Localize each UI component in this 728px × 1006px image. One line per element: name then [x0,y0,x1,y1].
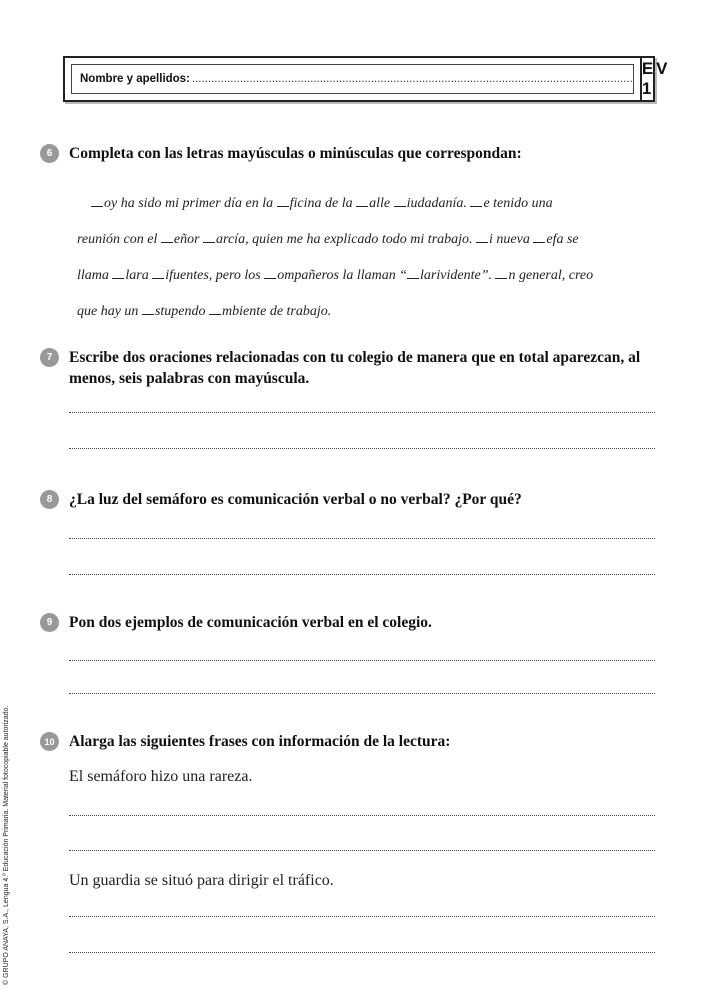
fill-in-text [77,186,657,330]
name-label: Nombre y apellidos: [80,73,190,85]
letter-blank[interactable] [152,266,164,279]
answer-line[interactable] [69,952,655,953]
letter-blank[interactable] [470,194,482,207]
letter-blank[interactable] [112,266,124,279]
text-fragment: larividente”. [420,268,496,283]
fill-line-1 [77,186,657,222]
question-number-badge: 6 [40,144,59,163]
letter-blank[interactable] [476,230,488,243]
question-8 [40,489,660,510]
letter-blank[interactable] [356,194,368,207]
text-fragment: ompañeros la llaman “ [277,268,408,283]
letter-blank[interactable] [264,266,276,279]
question-title: Escribe dos oraciones relacionadas con tu colegio de manera que en total aparezcan, al menos, seis palabras con mayúscula. [69,349,641,387]
text-fragment: llama [77,268,113,283]
question-7 [40,347,660,389]
question-10 [40,731,660,752]
letter-blank[interactable] [91,194,103,207]
student-name-header [63,56,671,102]
text-fragment: mbiente de trabajo. [222,304,332,319]
letter-blank[interactable] [203,230,215,243]
question-number-badge: 10 [40,732,59,751]
answer-line[interactable] [69,412,655,413]
letter-blank[interactable] [407,266,419,279]
letter-blank[interactable] [161,230,173,243]
text-fragment: eñor [173,232,204,247]
text-fragment: i nueva [489,232,534,247]
question-title: Completa con las letras mayúsculas o minúsculas que correspondan: [69,145,522,162]
answer-line[interactable] [69,574,655,575]
letter-blank[interactable] [533,230,545,243]
answer-line[interactable] [69,448,655,449]
question-6 [40,143,660,164]
evaluation-code: EV 1 [641,59,671,98]
letter-blank[interactable] [277,194,289,207]
text-fragment: reunión con el [77,232,161,247]
fill-line-2 [77,222,657,258]
answer-line[interactable] [69,916,655,917]
answer-line[interactable] [69,693,655,694]
name-dots: .......................................................................................................................................... [191,73,633,85]
question-number-badge: 9 [40,613,59,632]
question-9 [40,612,660,633]
text-fragment: stupendo [154,304,209,319]
text-fragment: oy ha sido mi primer día en la [104,196,277,211]
letter-blank[interactable] [142,302,154,315]
letter-blank[interactable] [394,194,406,207]
letter-blank[interactable] [209,302,221,315]
name-field[interactable] [71,64,634,94]
question-title: ¿La luz del semáforo es comunicación verbal o no verbal? ¿Por qué? [69,491,522,508]
question-title: Pon dos ejemplos de comunicación verbal en el colegio. [69,614,432,631]
answer-line[interactable] [69,538,655,539]
answer-line[interactable] [69,815,655,816]
text-fragment: e tenido una [483,196,553,211]
question-number-badge: 8 [40,490,59,509]
text-fragment: ifuentes, pero los [165,268,265,283]
text-fragment: ficina de la [289,196,357,211]
question-number-badge: 7 [40,348,59,367]
text-fragment: arcía, quien me ha explicado todo mi trabajo. [216,232,477,247]
sentence-to-extend: El semáforo hizo una rareza. [69,768,253,785]
text-fragment: n general, creo [508,268,594,283]
fill-line-4 [77,294,657,330]
text-fragment: alle [369,196,394,211]
sentence-to-extend: Un guardia se situó para dirigir el tráfico. [69,872,334,889]
text-fragment: iudadanía. [406,196,471,211]
letter-blank[interactable] [495,266,507,279]
answer-line[interactable] [69,850,655,851]
question-title: Alarga las siguientes frases con información de la lectura: [69,733,451,750]
text-fragment: que hay un [77,304,142,319]
text-fragment: efa se [546,232,579,247]
copyright-note: © GRUPO ANAYA, S.A., Lengua 4.º Educación Primaria. Material fotocopiable autorizado. [3,705,10,985]
answer-line[interactable] [69,660,655,661]
fill-line-3 [77,258,657,294]
text-fragment: lara [125,268,153,283]
